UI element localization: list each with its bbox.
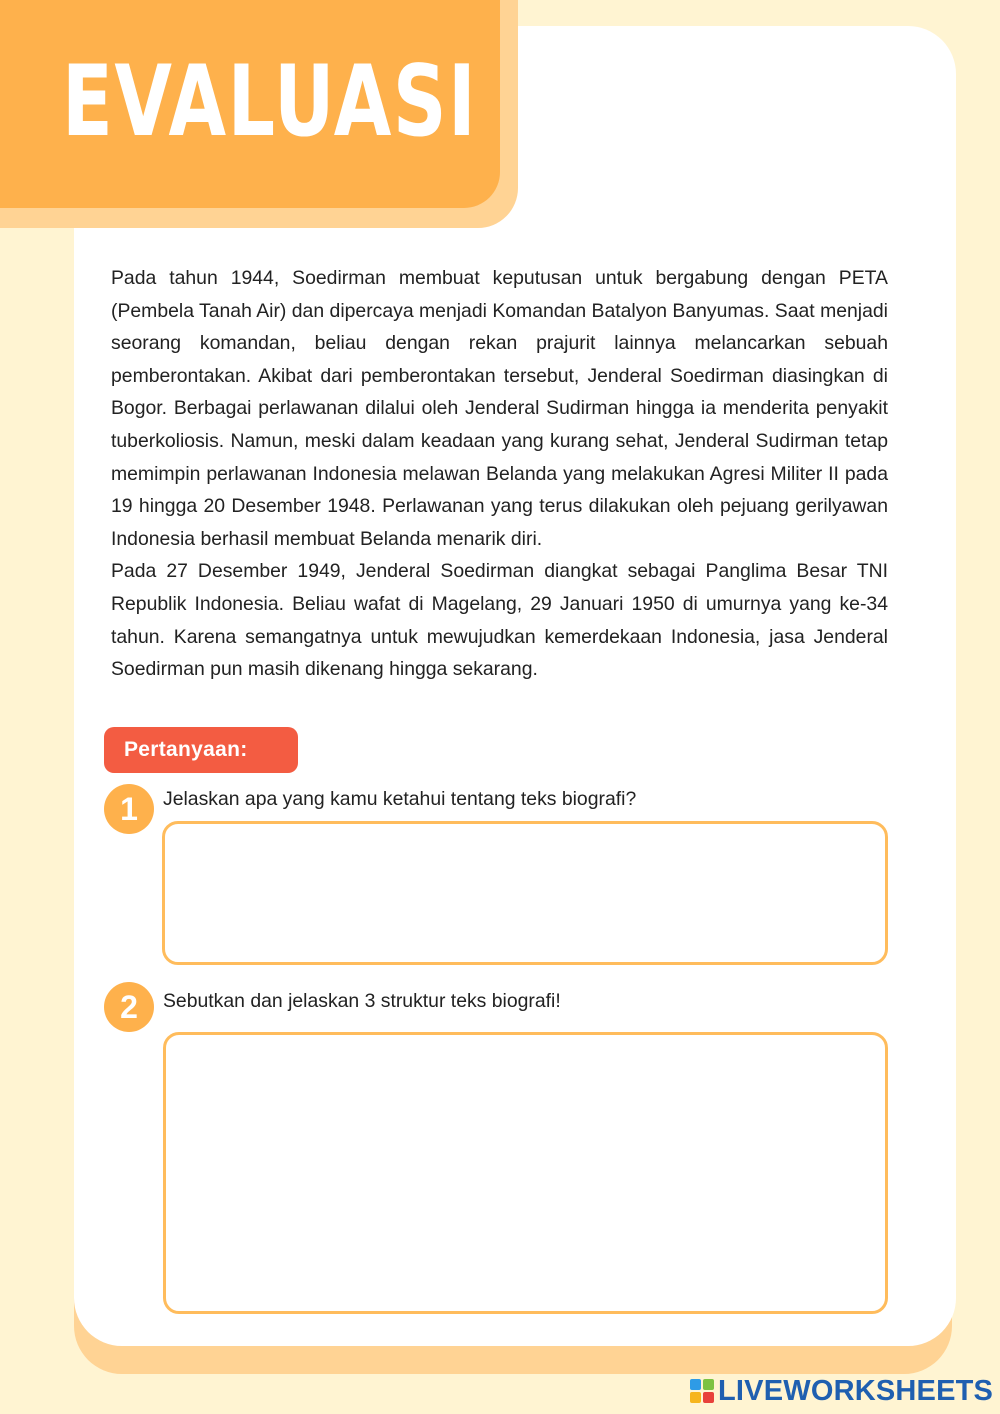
page-title: EVALUASI (62, 45, 478, 159)
question-2-number-badge: 2 (104, 982, 154, 1032)
liveworksheets-logo (690, 1374, 993, 1408)
reading-passage (111, 262, 888, 686)
question-1-answer-box[interactable] (162, 821, 888, 965)
title-banner (0, 0, 500, 208)
passage-paragraph-1: Pada tahun 1944, Soedirman membuat keputusan untuk bergabung dengan PETA (Pembela Tanah Air) dan dipercaya menjadi Komandan Batalyon Banyumas. Saat menjadi seorang komandan, beliau dengan rekan prajurit lainnya melancarkan sebuah pemberontakan. Akibat dari pemberontakan tersebut, Jenderal Soedirman diasingkan di Bogor. Berbagai perlawanan dilalui oleh Jenderal Sudirman hingga ia menderita penyakit tuberkoliosis. Namun, meski dalam keadaan yang kurang sehat, Jenderal Sudirman tetap memimpin perlawanan Indonesia melawan Belanda yang melakukan Agresi Militer II pada 19 hingga 20 Desember 1948. Perlawanan yang terus dilakukan oleh pejuang gerilyawan Indonesia berhasil membuat Belanda menarik diri. (111, 267, 888, 550)
liveworksheets-wordmark: LIVEWORKSHEETS (718, 1374, 994, 1407)
liveworksheets-logo-icon (690, 1379, 714, 1403)
question-1-number-badge: 1 (104, 784, 154, 834)
passage-paragraph-2: Pada 27 Desember 1949, Jenderal Soedirman diangkat sebagai Panglima Besar TNI Republik Indonesia. Beliau wafat di Magelang, 29 Januari 1950 di umurnya yang ke-34 tahun. Karena semangatnya untuk mewujudkan kemerdekaan Indonesia, jasa Jenderal Soedirman pun masih dikenang hingga sekarang. (111, 560, 888, 681)
question-2-answer-box[interactable] (163, 1032, 888, 1314)
questions-heading: Pertanyaan: (104, 727, 298, 773)
question-2-text: Sebutkan dan jelaskan 3 struktur teks biografi! (163, 990, 561, 1012)
question-1-text: Jelaskan apa yang kamu ketahui tentang teks biografi? (163, 788, 637, 810)
